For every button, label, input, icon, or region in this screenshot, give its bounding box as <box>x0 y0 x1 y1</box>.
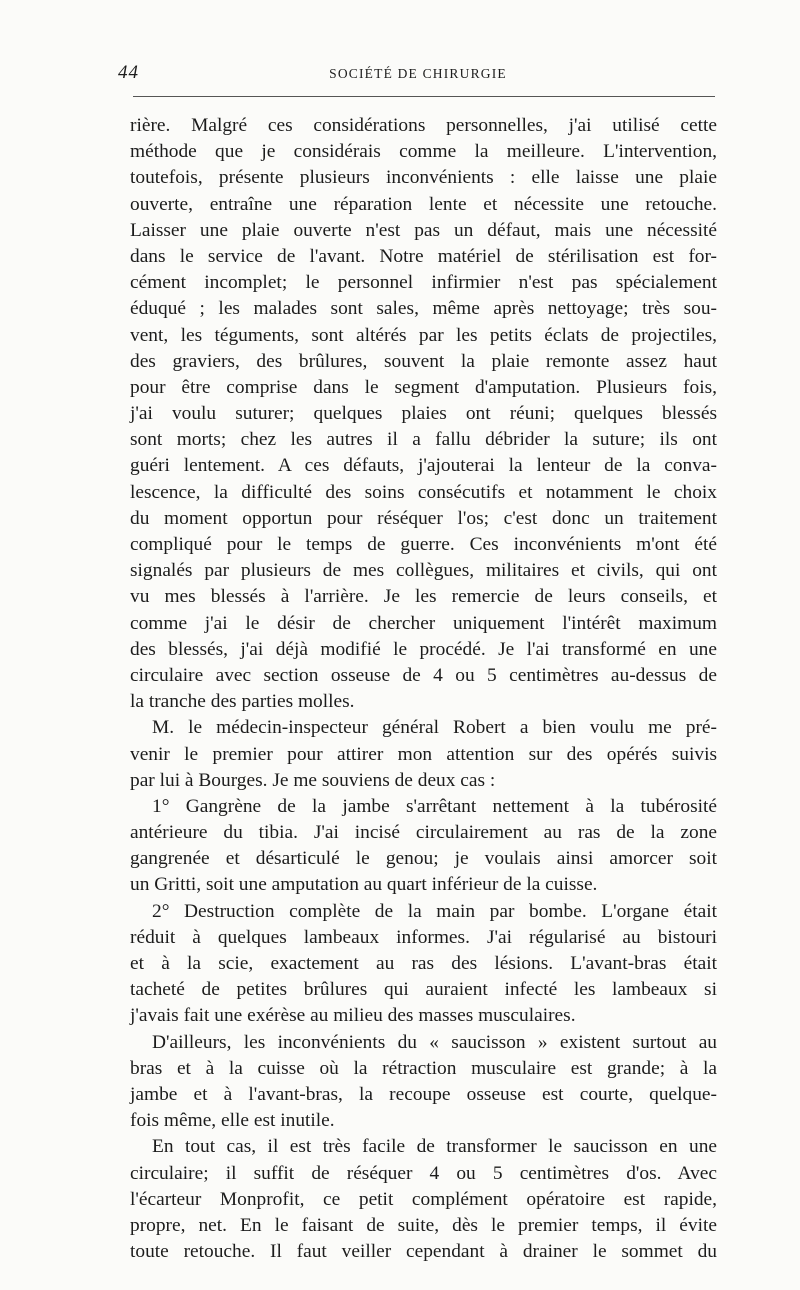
text-line: gangrenée et désarticulé le genou; je voulais ainsi amorcer soit <box>130 848 717 870</box>
text-line: ouverte, entraîne une réparation lente et nécessite une retouche. <box>130 193 717 215</box>
text-line: réduit à quelques lambeaux informes. J'ai régularisé au bistouri <box>130 926 717 948</box>
text-line: vent, les téguments, sont altérés par les petits éclats de projectiles, <box>130 324 717 346</box>
text-line: rière. Malgré ces considérations personnelles, j'ai utilisé cette <box>130 115 717 136</box>
text-line: des graviers, des brûlures, souvent la plaie remonte assez haut <box>130 350 717 372</box>
text-line: toutefois, présente plusieurs inconvénients : elle laisse une plaie <box>130 167 717 189</box>
text-line: un Gritti, soit une amputation au quart inférieur de la cuisse. <box>130 874 598 896</box>
text-line: 2° Destruction complète de la main par bombe. L'organe était <box>152 900 717 922</box>
text-line: la tranche des parties molles. <box>130 691 355 713</box>
text-line: venir le premier pour attirer mon attention sur des opérés suivis <box>130 743 717 765</box>
page-number: 44 <box>118 62 139 83</box>
text-line: pour être comprise dans le segment d'amputation. Plusieurs fois, <box>130 376 717 398</box>
text-line: fois même, elle est inutile. <box>130 1110 335 1132</box>
text-line: jambe et à l'avant-bras, la recoupe osseuse est courte, quelque- <box>130 1083 717 1105</box>
text-line: toute retouche. Il faut veiller cependant à drainer le sommet du <box>130 1241 717 1263</box>
text-line: par lui à Bourges. Je me souviens de deux cas : <box>130 769 496 791</box>
text-line: En tout cas, il est très facile de transformer le saucisson en une <box>152 1136 717 1158</box>
text-line: du moment opportun pour réséquer l'os; c'est donc un traitement <box>130 507 717 529</box>
text-line: M. le médecin-inspecteur général Robert a bien voulu me pré- <box>152 717 717 739</box>
running-title: SOCIÉTÉ DE CHIRURGIE <box>329 66 507 81</box>
text-line: j'avais fait une exérèse au milieu des masses musculaires. <box>130 1005 576 1027</box>
text-line: signalés par plusieurs de mes collègues, militaires et civils, qui ont <box>130 560 717 582</box>
text-line: dans le service de l'avant. Notre matériel de stérilisation est for- <box>130 245 717 267</box>
paragraph <box>130 1030 717 1135</box>
text-line: vu mes blessés à l'arrière. Je les remercie de leurs conseils, et <box>130 586 717 608</box>
text-line: lescence, la difficulté des soins consécutifs et notamment le choix <box>130 481 717 503</box>
paragraph <box>130 1134 717 1265</box>
text-line: sont morts; chez les autres il a fallu débrider la suture; ils ont <box>130 429 717 451</box>
text-line: bras et à la cuisse où la rétraction musculaire est grande; à la <box>130 1057 717 1079</box>
text-line: des blessés, j'ai déjà modifié le procédé. Je l'ai transformé en une <box>130 638 717 660</box>
text-line: circulaire; il suffit de réséquer 4 ou 5 centimètres d'os. Avec <box>130 1162 717 1184</box>
paragraph <box>130 715 717 794</box>
text-line: l'écarteur Monprofit, ce petit complément opératoire est rapide, <box>130 1188 717 1210</box>
text-line: antérieure du tibia. J'ai incisé circulairement au ras de la zone <box>130 822 717 844</box>
text-line: éduqué ; les malades sont sales, même après nettoyage; très sou- <box>130 298 717 320</box>
text-line: Laisser une plaie ouverte n'est pas un défaut, mais une nécessité <box>130 219 717 241</box>
text-line: méthode que je considérais comme la meilleure. L'intervention, <box>130 141 717 163</box>
text-line: propre, net. En le faisant de suite, dès le premier temps, il évite <box>130 1214 717 1236</box>
text-line: 1° Gangrène de la jambe s'arrêtant nettement à la tubérosité <box>152 795 717 817</box>
text-line: D'ailleurs, les inconvénients du « saucisson » existent surtout au <box>152 1031 717 1053</box>
text-line: tacheté de petites brûlures qui auraient infecté les lambeaux si <box>130 979 717 1001</box>
paragraph <box>130 113 717 715</box>
header-rule <box>133 96 715 97</box>
text-line: compliqué pour le temps de guerre. Ces inconvénients m'ont été <box>130 534 717 555</box>
text-line: j'ai voulu suturer; quelques plaies ont réuni; quelques blessés <box>130 403 717 425</box>
text-line: guéri lentement. A ces défauts, j'ajouterai la lenteur de la conva- <box>130 455 717 477</box>
text-line: cément incomplet; le personnel infirmier n'est pas spécialement <box>130 272 717 294</box>
paragraph <box>130 899 717 1030</box>
page-header <box>118 62 718 84</box>
text-line: et à la scie, exactement au ras des lésions. L'avant-bras était <box>130 953 717 974</box>
paragraph <box>130 794 717 899</box>
text-line: comme j'ai le désir de chercher uniquement l'intérêt maximum <box>130 612 717 634</box>
body-text <box>130 113 717 1265</box>
text-line: circulaire avec section osseuse de 4 ou 5 centimètres au-dessus de <box>130 664 717 686</box>
